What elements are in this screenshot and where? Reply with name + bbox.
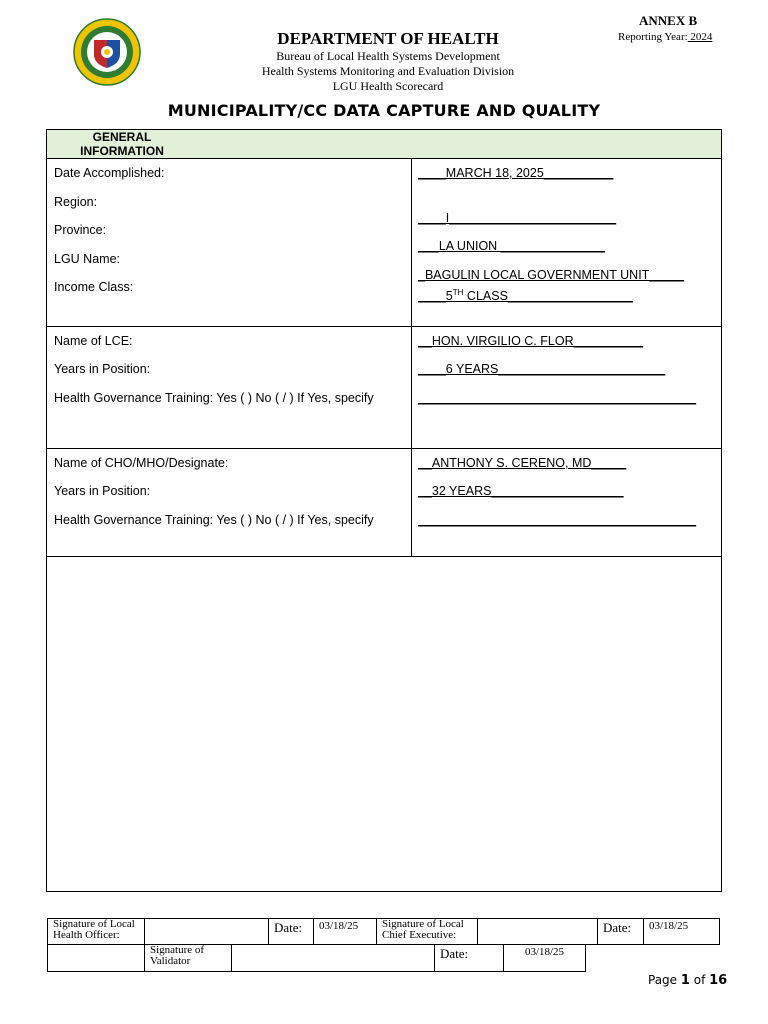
signature-table-row2: [47, 944, 586, 972]
lce-years-label: Years in Position:: [54, 362, 151, 376]
income-class-value: ____5TH CLASS__________________: [418, 287, 634, 303]
cho-training-label: Health Governance Training: Yes ( ) No ( / ) If Yes, specify: [54, 513, 374, 527]
form-title: MUNICIPALITY/CC DATA CAPTURE AND QUALITY: [167, 101, 601, 120]
validator-date-label: Date:: [435, 945, 504, 972]
date-value-2: 03/18/25: [644, 919, 720, 945]
scorecard-name: LGU Health Scorecard: [332, 79, 444, 93]
section-divider-2: [47, 448, 721, 449]
income-class-label: Income Class:: [54, 280, 134, 294]
lce-name-label: Name of LCE:: [54, 334, 133, 348]
validator-signature-field[interactable]: [232, 945, 435, 972]
validator-signature-label: Signature of Validator: [145, 945, 232, 972]
lce-training-value: ________________________________________: [418, 391, 697, 405]
general-info-header: [47, 130, 721, 159]
date-value-1: 03/18/25: [314, 919, 377, 945]
lce-name-value: __HON. VIRGILIO C. FLOR__________: [418, 334, 644, 348]
department-heading: [220, 29, 556, 94]
cho-years-value: __32 YEARS___________________: [418, 484, 624, 498]
general-information-table: [46, 129, 722, 892]
reporting-year-label: Reporting Year:: [618, 31, 688, 43]
date-accomplished-label: Date Accomplished:: [54, 166, 165, 180]
province-label: Province:: [54, 223, 107, 237]
lgu-name-value: _BAGULIN LOCAL GOVERNMENT UNIT_____: [418, 268, 685, 282]
validator-date-value: 03/18/25: [504, 945, 586, 972]
section-divider-3: [47, 556, 721, 557]
date-accomplished-value: ____MARCH 18, 2025__________: [418, 166, 614, 180]
lgu-name-label: LGU Name:: [54, 252, 120, 266]
chief-executive-signature-label: Signature of Local Chief Executive:: [377, 919, 478, 945]
annex-label: ANNEX B: [639, 13, 698, 28]
division-name: Health Systems Monitoring and Evaluation Division: [261, 64, 515, 78]
reporting-year-value: 2024: [687, 31, 713, 43]
province-value: ___LA UNION _______________: [418, 239, 605, 253]
lce-training-label: Health Governance Training: Yes ( ) No ( / ) If Yes, specify: [54, 391, 374, 405]
bureau-name: Bureau of Local Health Systems Development: [276, 49, 500, 63]
cho-years-label: Years in Position:: [54, 484, 151, 498]
date-label-2: Date:: [598, 919, 644, 945]
general-info-header-text: GENERAL INFORMATION: [80, 130, 164, 158]
column-divider: [411, 158, 412, 556]
date-label-1: Date:: [269, 919, 314, 945]
cho-training-value: ________________________________________: [418, 513, 697, 527]
signature-table-row1: [47, 918, 720, 945]
cho-name-label: Name of CHO/MHO/Designate:: [54, 456, 229, 470]
chief-executive-signature-field[interactable]: [478, 919, 598, 945]
department-name: DEPARTMENT OF HEALTH: [277, 29, 499, 48]
health-officer-signature-label: Signature of Local Health Officer:: [48, 919, 145, 945]
validator-blank-cell: [48, 945, 145, 972]
section-divider-1: [47, 326, 721, 327]
page-number: Page 1 of 16: [648, 973, 728, 988]
health-officer-signature-field[interactable]: [145, 919, 269, 945]
cho-name-value: __ANTHONY S. CERENO, MD_____: [418, 456, 627, 470]
region-label: Region:: [54, 195, 98, 209]
region-value: ____I________________________: [418, 211, 617, 225]
lce-years-value: ____6 YEARS________________________: [418, 362, 666, 376]
reporting-year: [618, 31, 712, 43]
doh-seal-logo: [72, 18, 142, 86]
